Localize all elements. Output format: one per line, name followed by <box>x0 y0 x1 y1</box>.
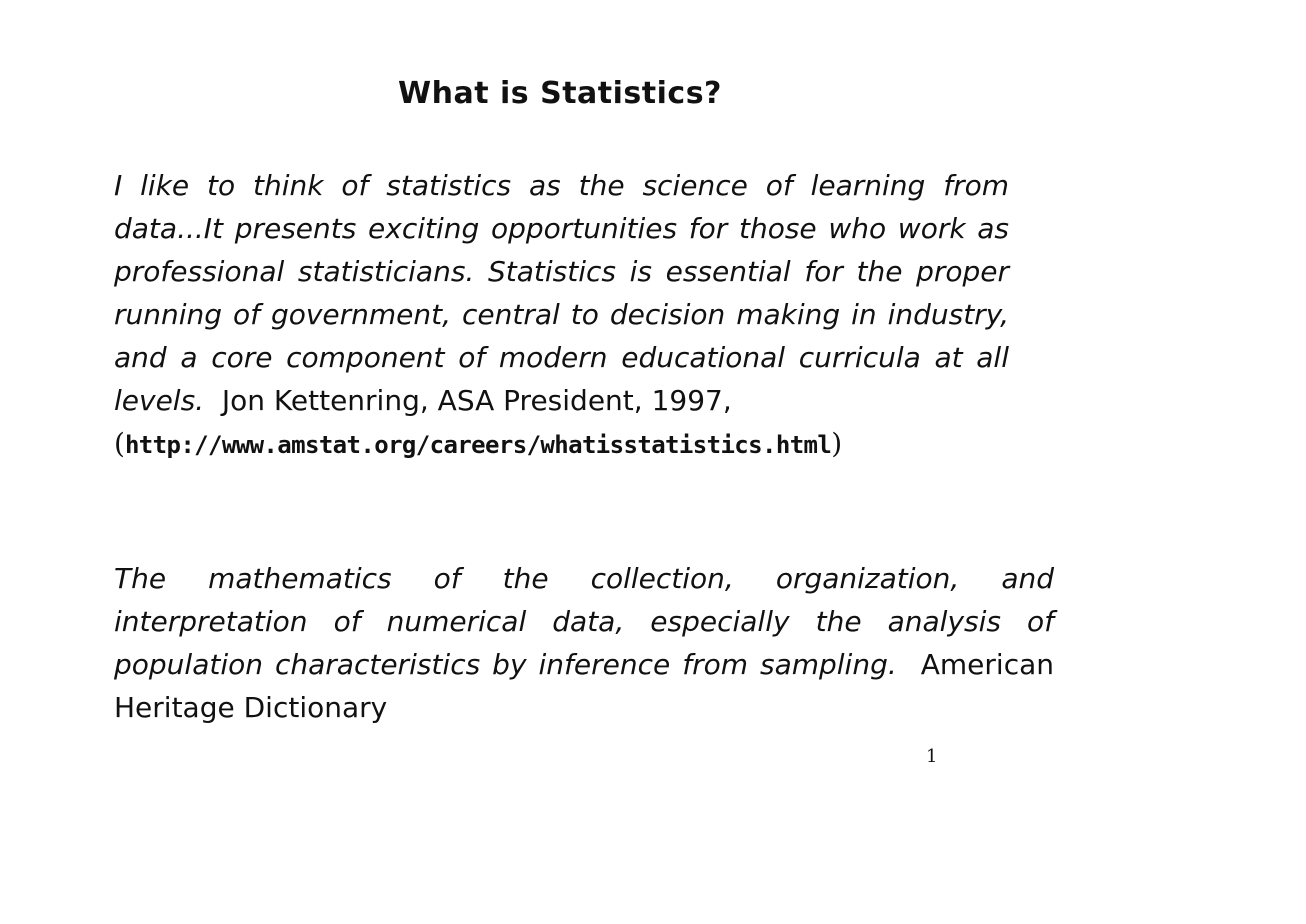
quote-text: The mathematics of the collection, organization, and interpretation of numerical data, especially the analysis of population characteristics by inference from sampling. <box>114 562 1054 681</box>
page-title: What is Statistics? <box>398 76 722 111</box>
url-close-paren: ) <box>831 427 843 460</box>
page-number: 1 <box>926 746 938 767</box>
url-open-paren: ( <box>114 427 125 460</box>
quote-block-dictionary <box>114 557 1054 729</box>
quote-block-kettenring <box>114 164 1009 467</box>
quote-text: I like to think of statistics as the science of learning from data...It presents exciting opportunities for those who work as professional statisticians. Statistics is essential for the proper running of government, central to decision making in industry, and a core component of modern educational curricula at all levels. <box>114 169 1009 417</box>
quote-attribution: American Heritage Dictionary <box>114 648 1054 724</box>
source-url-line <box>114 422 1009 467</box>
source-url: http://www.amstat.org/careers/whatisstatistics.html <box>124 431 832 459</box>
quote-attribution: Jon Kettenring, ASA President, 1997, <box>221 384 732 417</box>
